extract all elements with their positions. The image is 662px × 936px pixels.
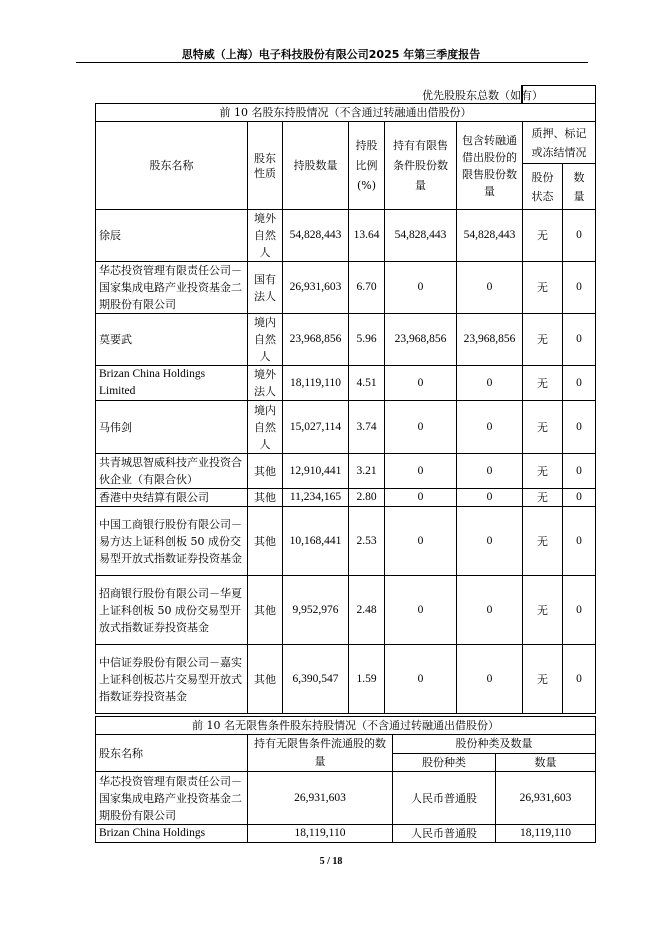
ratio: 13.64 [349, 210, 385, 262]
table-row [96, 489, 596, 507]
col-header-restricted: 持有有限售条件股份数量 [385, 122, 457, 210]
table-row [96, 366, 596, 401]
table-row [96, 454, 596, 489]
tradable-shares: 26,931,603 [248, 772, 393, 825]
shares: 11,234,165 [283, 489, 349, 507]
share-qty: 26,931,603 [496, 772, 596, 825]
restricted-shares: 23,968,856 [385, 314, 457, 366]
shareholder-nature: 其他 [248, 645, 283, 714]
share-qty: 18,119,110 [496, 825, 596, 843]
table-row [96, 210, 596, 262]
restricted-shares: 54,828,443 [385, 210, 457, 262]
lent-restricted-shares: 0 [457, 489, 523, 507]
pledge-status: 无 [523, 366, 563, 401]
lent-restricted-shares: 0 [457, 576, 523, 645]
shares: 6,390,547 [283, 645, 349, 714]
table-row [96, 576, 596, 645]
pledge-qty: 0 [563, 314, 596, 366]
restricted-shares: 0 [385, 454, 457, 489]
pledge-qty: 0 [563, 366, 596, 401]
unrestricted-shareholders-table [95, 716, 596, 843]
col-header-lent-restricted: 包含转融通借出股份的限售股份数量 [457, 122, 523, 210]
shareholder-nature: 境内自然人 [248, 401, 283, 454]
table-row [96, 262, 596, 314]
page-number: 5 / 18 [319, 856, 343, 867]
restricted-shares: 0 [385, 507, 457, 576]
restricted-shares: 0 [385, 401, 457, 454]
shares: 54,828,443 [283, 210, 349, 262]
col-header-qty: 数量 [496, 753, 596, 772]
col-header-class: 股份种类 [393, 753, 496, 772]
shares: 23,968,856 [283, 314, 349, 366]
pledge-qty: 0 [563, 210, 596, 262]
pledge-status: 无 [523, 507, 563, 576]
table-row [96, 314, 596, 366]
shareholder-nature: 其他 [248, 489, 283, 507]
pledge-qty: 0 [563, 262, 596, 314]
document-header: 思特威（上海）电子科技股份有限公司2025 年第三季度报告 [181, 48, 481, 61]
table-header-row [96, 122, 596, 164]
shareholder-name: 中信证券股份有限公司－嘉实上证科创板芯片交易型开放式指数证券投资基金 [96, 645, 248, 714]
shares: 18,119,110 [283, 366, 349, 401]
col-header-pledge: 质押、标记或冻结情况 [523, 122, 596, 164]
table-row [96, 401, 596, 454]
shareholder-name: 马伟剑 [96, 401, 248, 454]
restricted-shares: 0 [385, 645, 457, 714]
lent-restricted-shares: 0 [457, 454, 523, 489]
section-title-row [96, 717, 596, 735]
unrestricted-section-title: 前 10 名无限售条件股东持股情况（不含通过转融通出借股份） [96, 717, 596, 735]
share-class: 人民币普通股 [393, 825, 496, 843]
pledge-status: 无 [523, 401, 563, 454]
preferred-holders-label: 优先股股东总数（如有） [422, 89, 543, 102]
ratio: 3.74 [349, 401, 385, 454]
pledge-status: 无 [523, 454, 563, 489]
shareholder-nature: 国有法人 [248, 262, 283, 314]
pledge-qty: 0 [563, 401, 596, 454]
table-row [96, 772, 596, 825]
pledge-qty: 0 [563, 507, 596, 576]
shareholder-nature: 境内自然人 [248, 314, 283, 366]
restricted-shares: 0 [385, 489, 457, 507]
shareholder-name: 中国工商银行股份有限公司－易方达上证科创板 50 成份交易型开放式指数证券投资基金 [96, 507, 248, 576]
col-header-tradable: 持有无限售条件流通股的数量 [248, 735, 393, 772]
pledge-status: 无 [523, 489, 563, 507]
col-header-name: 股东名称 [96, 735, 248, 772]
ratio: 2.48 [349, 576, 385, 645]
shares: 9,952,976 [283, 576, 349, 645]
table-header-row [96, 735, 596, 754]
shareholder-name: 共青城思智威科技产业投资合伙企业（有限合伙） [96, 454, 248, 489]
shareholder-nature: 其他 [248, 454, 283, 489]
ratio: 2.80 [349, 489, 385, 507]
pledge-status: 无 [523, 314, 563, 366]
table-row [96, 507, 596, 576]
col-header-pledge-qty: 数量 [563, 164, 596, 210]
shareholder-nature: 境外自然人 [248, 210, 283, 262]
lent-restricted-shares: 23,968,856 [457, 314, 523, 366]
ratio: 6.70 [349, 262, 385, 314]
col-header-name: 股东名称 [96, 122, 248, 210]
shareholder-name: Brizan China Holdings [96, 825, 248, 843]
pledge-status: 无 [523, 645, 563, 714]
pledge-qty: 0 [563, 645, 596, 714]
shareholder-name: 莫要武 [96, 314, 248, 366]
col-header-nature: 股东性质 [248, 122, 283, 210]
tradable-shares: 18,119,110 [248, 825, 393, 843]
ratio: 3.21 [349, 454, 385, 489]
pledge-qty: 0 [563, 576, 596, 645]
shareholder-name: 香港中央结算有限公司 [96, 489, 248, 507]
share-class: 人民币普通股 [393, 772, 496, 825]
lent-restricted-shares: 0 [457, 401, 523, 454]
shareholder-name: 招商银行股份有限公司－华夏上证科创板 50 成份交易型开放式指数证券投资基金 [96, 576, 248, 645]
shares: 12,910,441 [283, 454, 349, 489]
shares: 10,168,441 [283, 507, 349, 576]
top10-section-title: 前 10 名股东持股情况（不含通过转融通出借股份） [96, 104, 596, 122]
shareholder-name: 华芯投资管理有限责任公司－国家集成电路产业投资基金二期股份有限公司 [96, 262, 248, 314]
shares: 15,027,114 [283, 401, 349, 454]
shareholder-nature: 其他 [248, 576, 283, 645]
lent-restricted-shares: 0 [457, 262, 523, 314]
lent-restricted-shares: 0 [457, 366, 523, 401]
section-title-row [96, 104, 596, 122]
shareholder-name: Brizan China Holdings Limited [96, 366, 248, 401]
ratio: 5.96 [349, 314, 385, 366]
pledge-status: 无 [523, 262, 563, 314]
col-header-ratio: 持股比例(%) [349, 122, 385, 210]
lent-restricted-shares: 54,828,443 [457, 210, 523, 262]
restricted-shares: 0 [385, 262, 457, 314]
shareholder-nature: 其他 [248, 507, 283, 576]
preferred-holders-divider [521, 85, 522, 103]
restricted-shares: 0 [385, 576, 457, 645]
shares: 26,931,603 [283, 262, 349, 314]
shareholder-name: 徐辰 [96, 210, 248, 262]
col-header-shares: 持股数量 [283, 122, 349, 210]
ratio: 4.51 [349, 366, 385, 401]
shareholder-name: 华芯投资管理有限责任公司－国家集成电路产业投资基金二期股份有限公司 [96, 772, 248, 825]
table-row [96, 645, 596, 714]
lent-restricted-shares: 0 [457, 645, 523, 714]
shareholder-nature: 境外法人 [248, 366, 283, 401]
pledge-qty: 0 [563, 489, 596, 507]
pledge-status: 无 [523, 210, 563, 262]
header-rule [76, 62, 588, 63]
top10-shareholders-table [95, 85, 596, 714]
table-row [96, 825, 596, 843]
lent-restricted-shares: 0 [457, 507, 523, 576]
ratio: 1.59 [349, 645, 385, 714]
col-header-pledge-status: 股份状态 [523, 164, 563, 210]
pledge-qty: 0 [563, 454, 596, 489]
ratio: 2.53 [349, 507, 385, 576]
col-header-class-group: 股份种类及数量 [393, 735, 596, 754]
restricted-shares: 0 [385, 366, 457, 401]
pledge-status: 无 [523, 576, 563, 645]
